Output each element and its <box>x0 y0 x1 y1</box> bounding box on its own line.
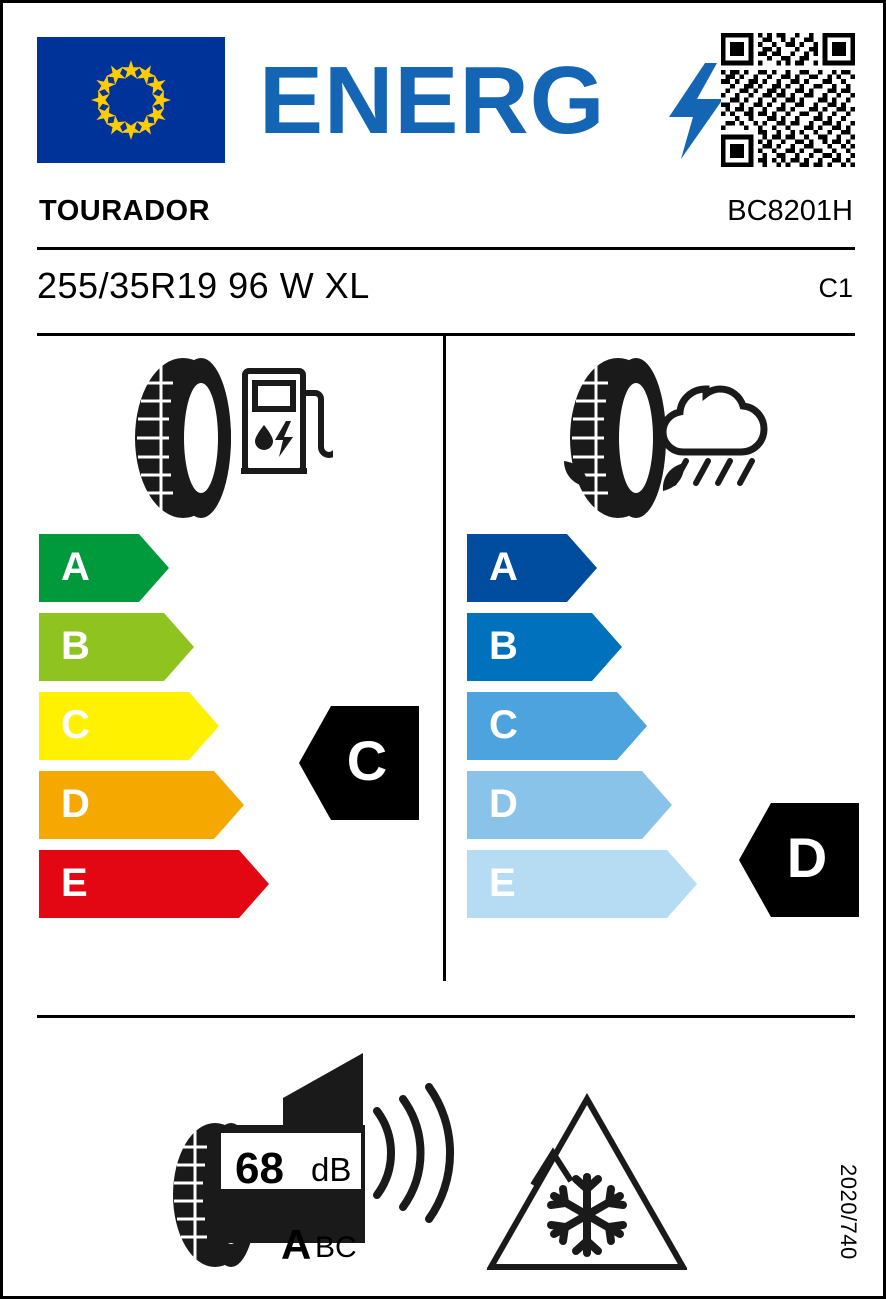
divider-bottom <box>37 1015 855 1018</box>
divider-vertical <box>443 336 446 981</box>
fuel-grade-a-letter: A <box>61 545 90 589</box>
tyre-type-code: BC8201H <box>727 195 853 227</box>
fuel-efficiency-result <box>299 706 419 820</box>
brand-name: TOURADOR <box>39 195 211 227</box>
wet-grade-e-letter: E <box>489 861 516 905</box>
noise-unit: dB <box>311 1151 352 1188</box>
noise-block <box>163 1043 483 1273</box>
wet-grade-d-letter: D <box>489 782 518 826</box>
fuel-grade-c-letter: C <box>61 703 90 747</box>
fuel-grade-e-letter: E <box>61 861 88 905</box>
date-code: 2020/740 <box>836 1164 861 1260</box>
divider-top <box>37 333 855 336</box>
tyre-class: C1 <box>818 273 853 303</box>
label-header <box>37 33 855 173</box>
tyre-size: 255/35R19 96 W XL <box>37 265 370 306</box>
three-peak-mountain-snowflake-icon <box>487 1093 687 1273</box>
noise-value: 68 <box>235 1144 284 1193</box>
page-title: ENERG <box>259 47 606 154</box>
fuel-grade-d-letter: D <box>61 782 90 826</box>
qr-code-icon <box>721 33 855 167</box>
noise-class-active: A <box>281 1221 312 1268</box>
brand-row <box>37 193 855 250</box>
eu-flag-icon <box>37 37 225 163</box>
fuel-result-letter: C <box>346 729 388 792</box>
wet-grade-c-letter: C <box>489 703 518 747</box>
noise-class-rest: BC <box>315 1231 357 1264</box>
fuel-pump-tyre-icon <box>123 353 333 523</box>
energy-bolt-icon <box>665 63 725 159</box>
wet-grade-b-letter: B <box>489 624 518 668</box>
wet-grade-a-letter: A <box>489 545 518 589</box>
wet-result-letter: D <box>786 826 828 889</box>
rain-cloud-tyre-icon <box>538 353 798 528</box>
size-row <box>37 265 855 321</box>
wet-grip-result <box>739 803 859 917</box>
fuel-grade-b-letter: B <box>61 624 90 668</box>
